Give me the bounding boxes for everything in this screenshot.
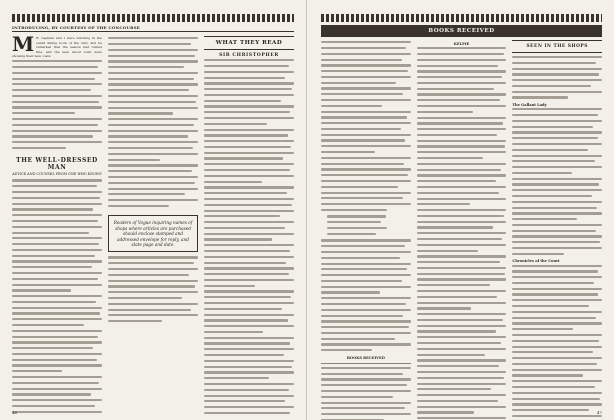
left-column-3 [204,36,294,416]
column-text-block [512,56,602,101]
what-they-read-sub: SIR CHRISTOPHER [219,53,279,58]
header-ornament [12,14,294,22]
notice-box [108,215,198,252]
column-text-block [204,59,294,416]
column-text-block [512,265,602,420]
verse-block [321,215,411,237]
shop-item-title: The Gallant Lady [512,103,547,108]
shop-item-title: Chronicles of the Court [512,259,560,264]
right-column-3 [512,40,602,420]
column-text-block [108,256,198,324]
divider [321,363,411,364]
right-column-2 [417,40,507,420]
column-text-block [321,367,411,420]
feature-text-block [12,179,102,416]
drop-cap: M [12,36,35,56]
books-banner: BOOKS RECEIVED [321,25,602,37]
right-page [307,0,614,420]
page-number-left: 46 [12,410,18,415]
left-header-text: INTRODUCING, BY COURTESY OF THE CONCOURSE [12,25,141,30]
header-ornament [321,14,602,22]
feature-title: THE WELL-DRESSED MAN [16,157,98,172]
column-text-block [321,41,411,213]
header-rule [12,31,294,32]
kelpie-head: KELPIE [453,42,470,46]
shops-head: SEEN IN THE SHOPS [512,40,602,53]
page-number-right: 47 [596,410,602,415]
what-they-read-title: WHAT THEY READ [204,36,294,50]
column-text-block [417,47,507,420]
column-text-block [108,37,198,209]
left-column-1 [12,36,102,416]
opening-paragraph [12,36,102,59]
right-column-1 [321,40,411,420]
books-received-head: BOOKS RECEIVED [346,355,385,360]
column-text-block [12,60,102,151]
feature-byline: ADVICE AND COUNSEL FROM ONE WHO KNOWS [12,172,102,177]
column-text-block [512,108,602,257]
left-column-2 [108,36,198,416]
notice-text: Readers of Vogue inquiring names of shops where articles are purchased should enclose stamped and addressed envelope for reply, and state page and date. [113,220,193,248]
column-text-block [321,239,411,353]
opening-text: R. Lapham and I were lunching in the sunlit dining room of the club, and he remarked that the season had turned fine, and the men about town were showing their new coats. [12,36,102,59]
